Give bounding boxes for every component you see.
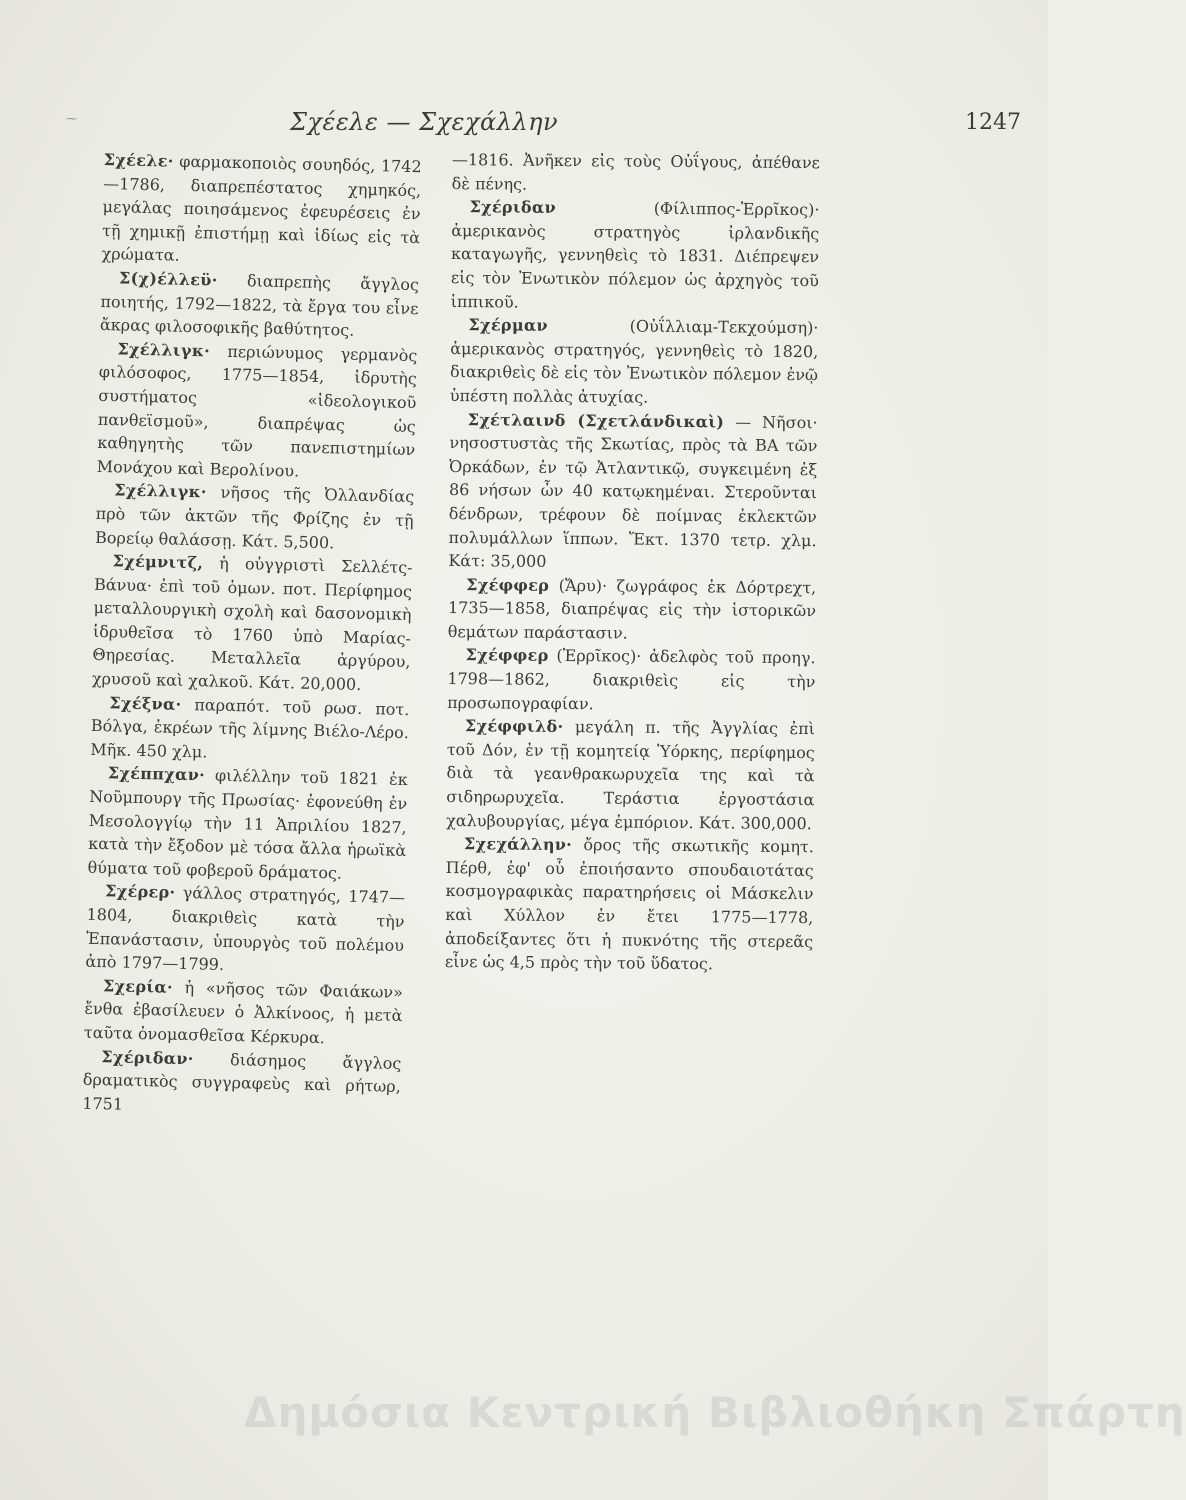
left-column [82, 148, 422, 1122]
entry-text: γάλλος στρατηγός, 1747—1804, διακριθεὶς κατὰ τὴν Ἐπανάστασιν, ὑπουργὸς τοῦ πολέμου ἀπὸ 1797—1799. [85, 883, 406, 975]
entry-text: (Ἐρρῖκος)· ἀδελφὸς τοῦ προηγ. 1798—1862, διακριθεὶς εἰς τὴν προσωπογραφίαν. [447, 646, 816, 713]
entry-text: (Ἄρυ)· ζωγράφος ἐκ Δόρτρεχτ, 1735—1858, διαπρέψας εἰς τὴν ἱστορικῶν θεμάτων παράστασιν. [447, 575, 817, 643]
entry-text: φαρμακοποιὸς σουηδός, 1742—1786, διαπρεπέστατος χημηκός, μεγάλας ποιησάμενος ἐφευρέσεις ἐν τῇ χημικῇ ἐπιστήμῃ καὶ ἰδίως εἰς τὰ χρώματα. [101, 151, 422, 266]
entry-text: — Νῆσοι· νησοστυστὰς τῆς Σκωτίας, πρὸς τὰ ΒΑ τῶν Ὀρκάδων, ἐν τῷ Ἀτλαντικῷ, συγκειμένη ἐξ 86 νήσων ὧν 40 κατῳκημέναι. Στεροῦνται δένδρων, τρέφουν δὲ ποίμνας ἐκλεκτῶν πολυμάλλων ἵππων. Ἔκτ. 1370 τετρ. χλμ. Κάτ: 35,000 [448, 411, 818, 571]
dictionary-entry [446, 714, 815, 835]
entry-text: (Φίλιππος-Ἐρρῖκος)· ἀμερικανὸς στρατηγὸς ἰρλανδικῆς καταγωγῆς, γεννηθεὶς τὸ 1831. Διέπρεψεν εἰς τὸν Ἐνωτικὸν πόλεμον ὡς ἀρχηγὸς τοῦ ἱππικοῦ. [450, 198, 820, 312]
entry-headword: Σχέμνιτζ, [112, 551, 204, 573]
dictionary-entry [90, 691, 410, 769]
entry-text: διαπρεπὴς ἄγγλος ποιητής, 1792—1822, τὰ ἔργα του εἶνε ἄκρας φιλοσοφικῆς βαθύτητος. [99, 270, 420, 340]
entry-text: φιλέλλην τοῦ 1821 ἐκ Νοῦμπουργ τῆς Πρωσίας· ἐφονεύθη ἐν Μεσολογγίῳ τὴν 11 Ἀπριλίου 1827, κατὰ τὴν ἔξοδον μὲ τόσα ἄλλα ἡρωϊκὰ θύματα τοῦ φοβεροῦ δράματος. [87, 765, 408, 883]
dictionary-entry [85, 879, 405, 981]
entry-text: παραπότ. τοῦ ρωσ. ποτ. Βόλγα, ἐκρέων τῆς λίμνης Βιέλο-Λέρο. Μῆκ. 450 χλμ. [90, 694, 410, 762]
entry-headword: Σχέρερ· [104, 881, 176, 903]
entry-headword: Σχέτλαινδ (Σχετλάνδικαὶ) [467, 409, 725, 431]
dictionary-entry [84, 974, 404, 1052]
library-watermark: Δημόσια Κεντρική Βιβλιοθήκη Σπάρτη [244, 1388, 1186, 1437]
dictionary-entry [97, 337, 418, 486]
entry-headword: Σχέριδαν· [101, 1046, 194, 1068]
entry-headword: Σχέξνα· [109, 692, 182, 714]
dictionary-entry [452, 148, 820, 198]
entry-headword: Σχέρμαν [468, 315, 548, 335]
entry-text: περιώνυμος γερμανὸς φιλόσοφος, 1775—1854, ἱδρυτὴς συστήματος «ἰδεολογικοῦ πανθεϊσμοῦ», διαπρέψας ὡς καθηγητὴς τῶν πανεπιστημίων Μονάχου καὶ Βερολίνου. [96, 341, 418, 481]
entry-headword: Σχέφφιλδ· [464, 716, 564, 737]
right-column [445, 148, 820, 977]
dictionary-entry [101, 148, 422, 273]
entry-headword: Σχέφφερ [466, 574, 550, 595]
entry-headword: Σχεχάλλην· [463, 834, 573, 855]
entry-text: διάσημος ἄγγλος δραματικὸς συγγραφεὺς καὶ ρήτωρ, 1751 [82, 1048, 402, 1114]
dictionary-entry [447, 643, 816, 717]
dictionary-entry [450, 313, 819, 411]
entry-headword: Σχέλλιγκ· [117, 339, 211, 361]
dictionary-entry [445, 832, 814, 977]
entry-text: μεγάλη π. τῆς Ἀγγλίας ἐπὶ τοῦ Δόν, ἐν τῇ κομητείᾳ Ὑόρκης, περίφημος διὰ τὰ γεανθρακωρυχεῖα της καὶ τὰ σιδηρωρυχεῖα. Τεράστια ἐργοστάσια χαλυβουργίας, μέγα ἐμπόριον. Κάτ. 300,000. [446, 717, 816, 833]
entry-headword: Σχέππχαν· [107, 763, 206, 785]
margin-mark: ⁓ [66, 112, 77, 125]
entry-headword: Σ(χ)έλλεϋ· [118, 268, 218, 290]
dictionary-entry [448, 408, 817, 576]
dictionary-entry [448, 573, 817, 647]
entry-headword: Σχέριδαν [469, 197, 557, 218]
dictionary-entry [82, 1044, 402, 1122]
entry-text: (Οὐΐλλιαμ-Τεκχούμση)· ἀμερικανὸς στρατηγός, γεννηθεὶς τὸ 1820, διακριθεὶς δὲ εἰς τὸν Ἐνωτικὸν πόλεμον ἐνῷ ὑπέστη πολλὰς ἀτυχίας. [449, 316, 819, 407]
dictionary-entry [100, 266, 420, 344]
running-title: Σχέελε — Σχεχάλλην [290, 108, 559, 136]
entry-headword: Σχέελε· [103, 149, 174, 171]
entry-text: ἡ «νῆσος τῶν Φαιάκων» ἔνθα ἐβασίλευεν ὁ Ἀλκίνοος, ἡ μετὰ ταῦτα ὀνομασθεῖσα Κέρκυρα. [83, 977, 404, 1048]
dictionary-entry [95, 478, 415, 556]
entry-text: νῆσος τῆς Ὀλλανδίας πρὸ τῶν ἀκτῶν τῆς Φρίζης ἐν τῇ Βορείῳ θαλάσσῃ. Κάτ. 5,500. [94, 482, 415, 552]
entry-headword: Σχέλλιγκ· [114, 480, 208, 502]
entry-headword: Σχέφφερ [465, 645, 549, 666]
entry-headword: Σχερία· [102, 975, 174, 997]
page-number: 1247 [965, 110, 1021, 135]
entry-text: ἡ οὐγγριστὶ Σελλέτς-Βάνυα· ἐπὶ τοῦ ὁμων. ποτ. Περίφημος μεταλλουργικὴ σχολὴ καὶ δασονομικὴ ἱδρυθεῖσα τὸ 1760 ὑπὸ Μαρίας-Θηρεσίας. Μεταλλεῖα ἀργύρου, χρυσοῦ καὶ χαλκοῦ. Κάτ. 20,000. [91, 553, 413, 695]
dictionary-entry [451, 195, 820, 316]
entry-text: —1816. Ἀνῆκεν εἰς τοὺς Οὐΐγους, ἀπέθανε δὲ πένης. [451, 149, 820, 194]
dictionary-entry [92, 549, 413, 698]
entry-text: ὄρος τῆς σκωτικῆς κομητ. Πέρθ, ἐφ' οὗ ἐποιήσαντο σπουδαιοτάτας κοσμογραφικὰς παρατηρήσεις οἱ Μάσκελιν καὶ Χύλλον ἐν ἔτει 1775—1778, ἀποδείξαντες ὅτι ἡ πυκνότης τῆς στερεᾶς εἶνε ὡς 4,5 πρὸς τὴν τοῦ ὕδατος. [444, 835, 814, 974]
dictionary-entry [87, 761, 408, 886]
page-header [0, 108, 1048, 148]
